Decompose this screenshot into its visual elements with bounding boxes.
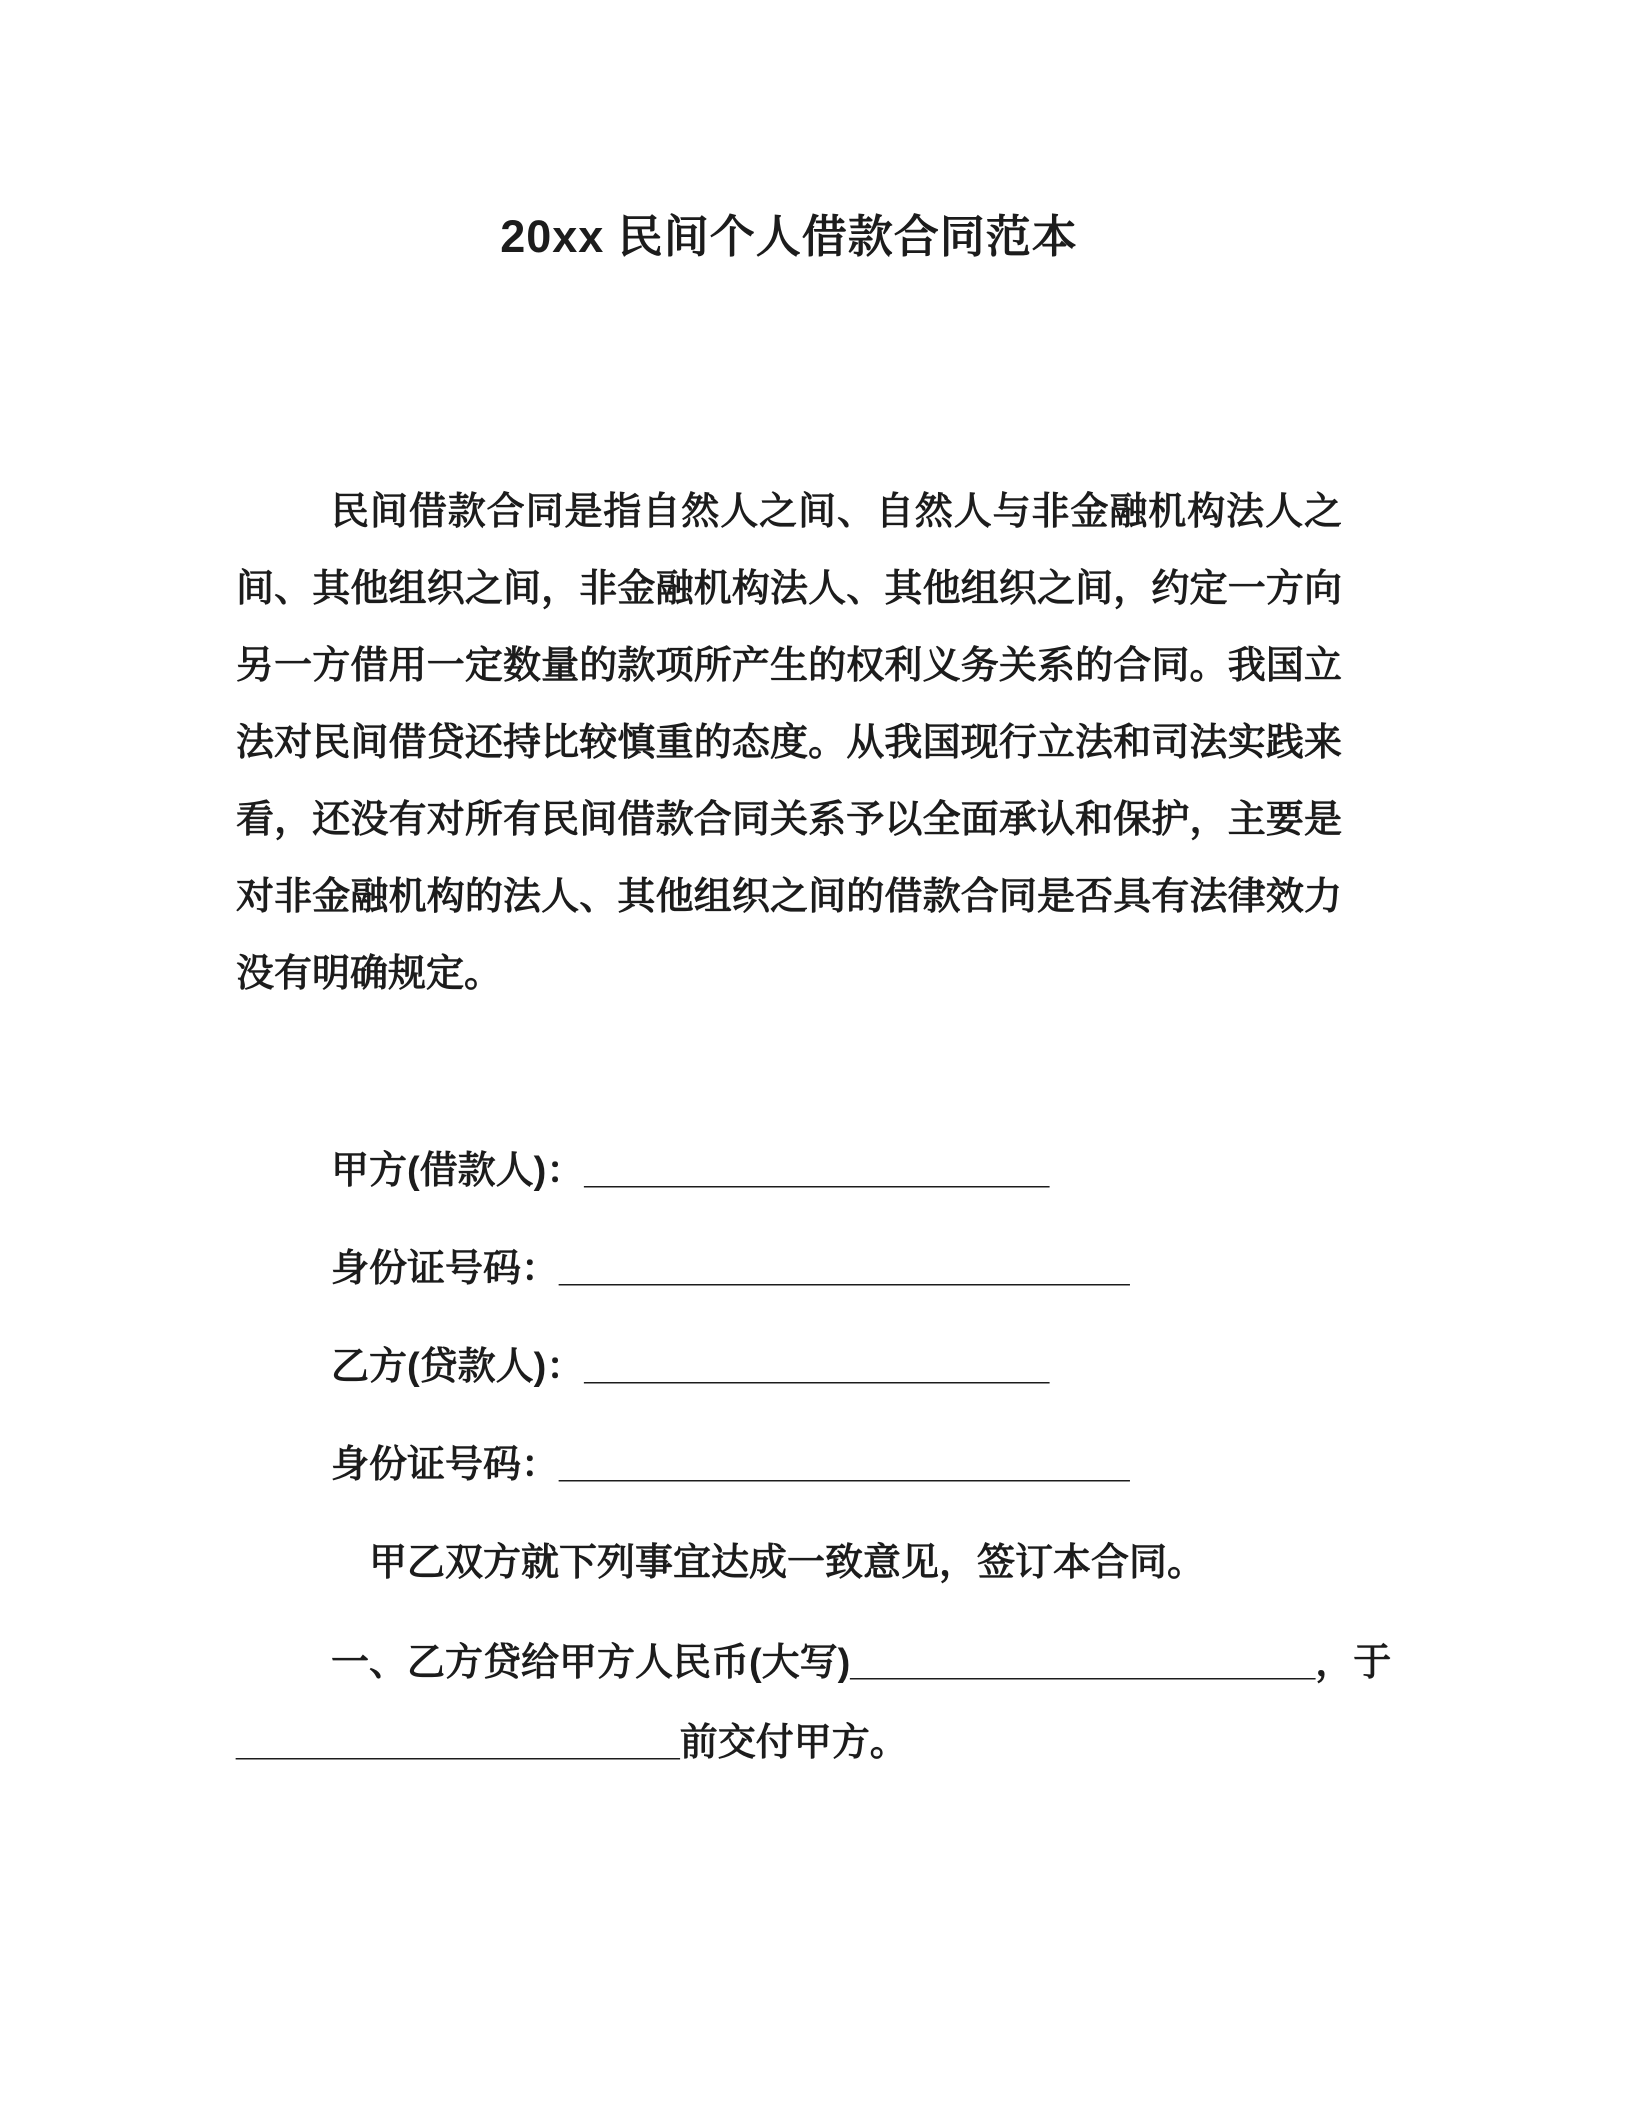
- party-a-id-line: 身份证号码：___________________________: [331, 1248, 1130, 1290]
- clause-one-line1: 一、乙方贷给甲方人民币(大写)______________________，于: [331, 1642, 1392, 1684]
- party-b-id-line: 身份证号码：___________________________: [331, 1444, 1130, 1486]
- document-title: 20xx 民间个人借款合同范本: [500, 211, 1078, 262]
- agreement-line: 甲乙双方就下列事宜达成一致意见，签订本合同。: [369, 1542, 1206, 1584]
- party-b-line: 乙方(贷款人)：______________________: [331, 1346, 1050, 1388]
- clause-one-line2: _____________________前交付甲方。: [236, 1722, 908, 1764]
- parties-section: [236, 1133, 1342, 1504]
- intro-paragraph: 民间借款合同是指自然人之间、自然人与非金融机构法人之间、其他组织之间，非金融机构法人、其他组织之间，约定一方向另一方借用一定数量的款项所产生的权利义务关系的合同。我国立法对民间借贷还持比较慎重的态度。从我国现行立法和司法实践来看，还没有对所有民间借款合同关系予以全面承认和保护，主要是对非金融机构的法人、其他组织之间的借款合同是否具有法律效力没有明确规定。: [236, 491, 1342, 995]
- clause-one: [236, 1623, 1392, 1783]
- party-a-line: 甲方(借款人)：______________________: [331, 1150, 1050, 1192]
